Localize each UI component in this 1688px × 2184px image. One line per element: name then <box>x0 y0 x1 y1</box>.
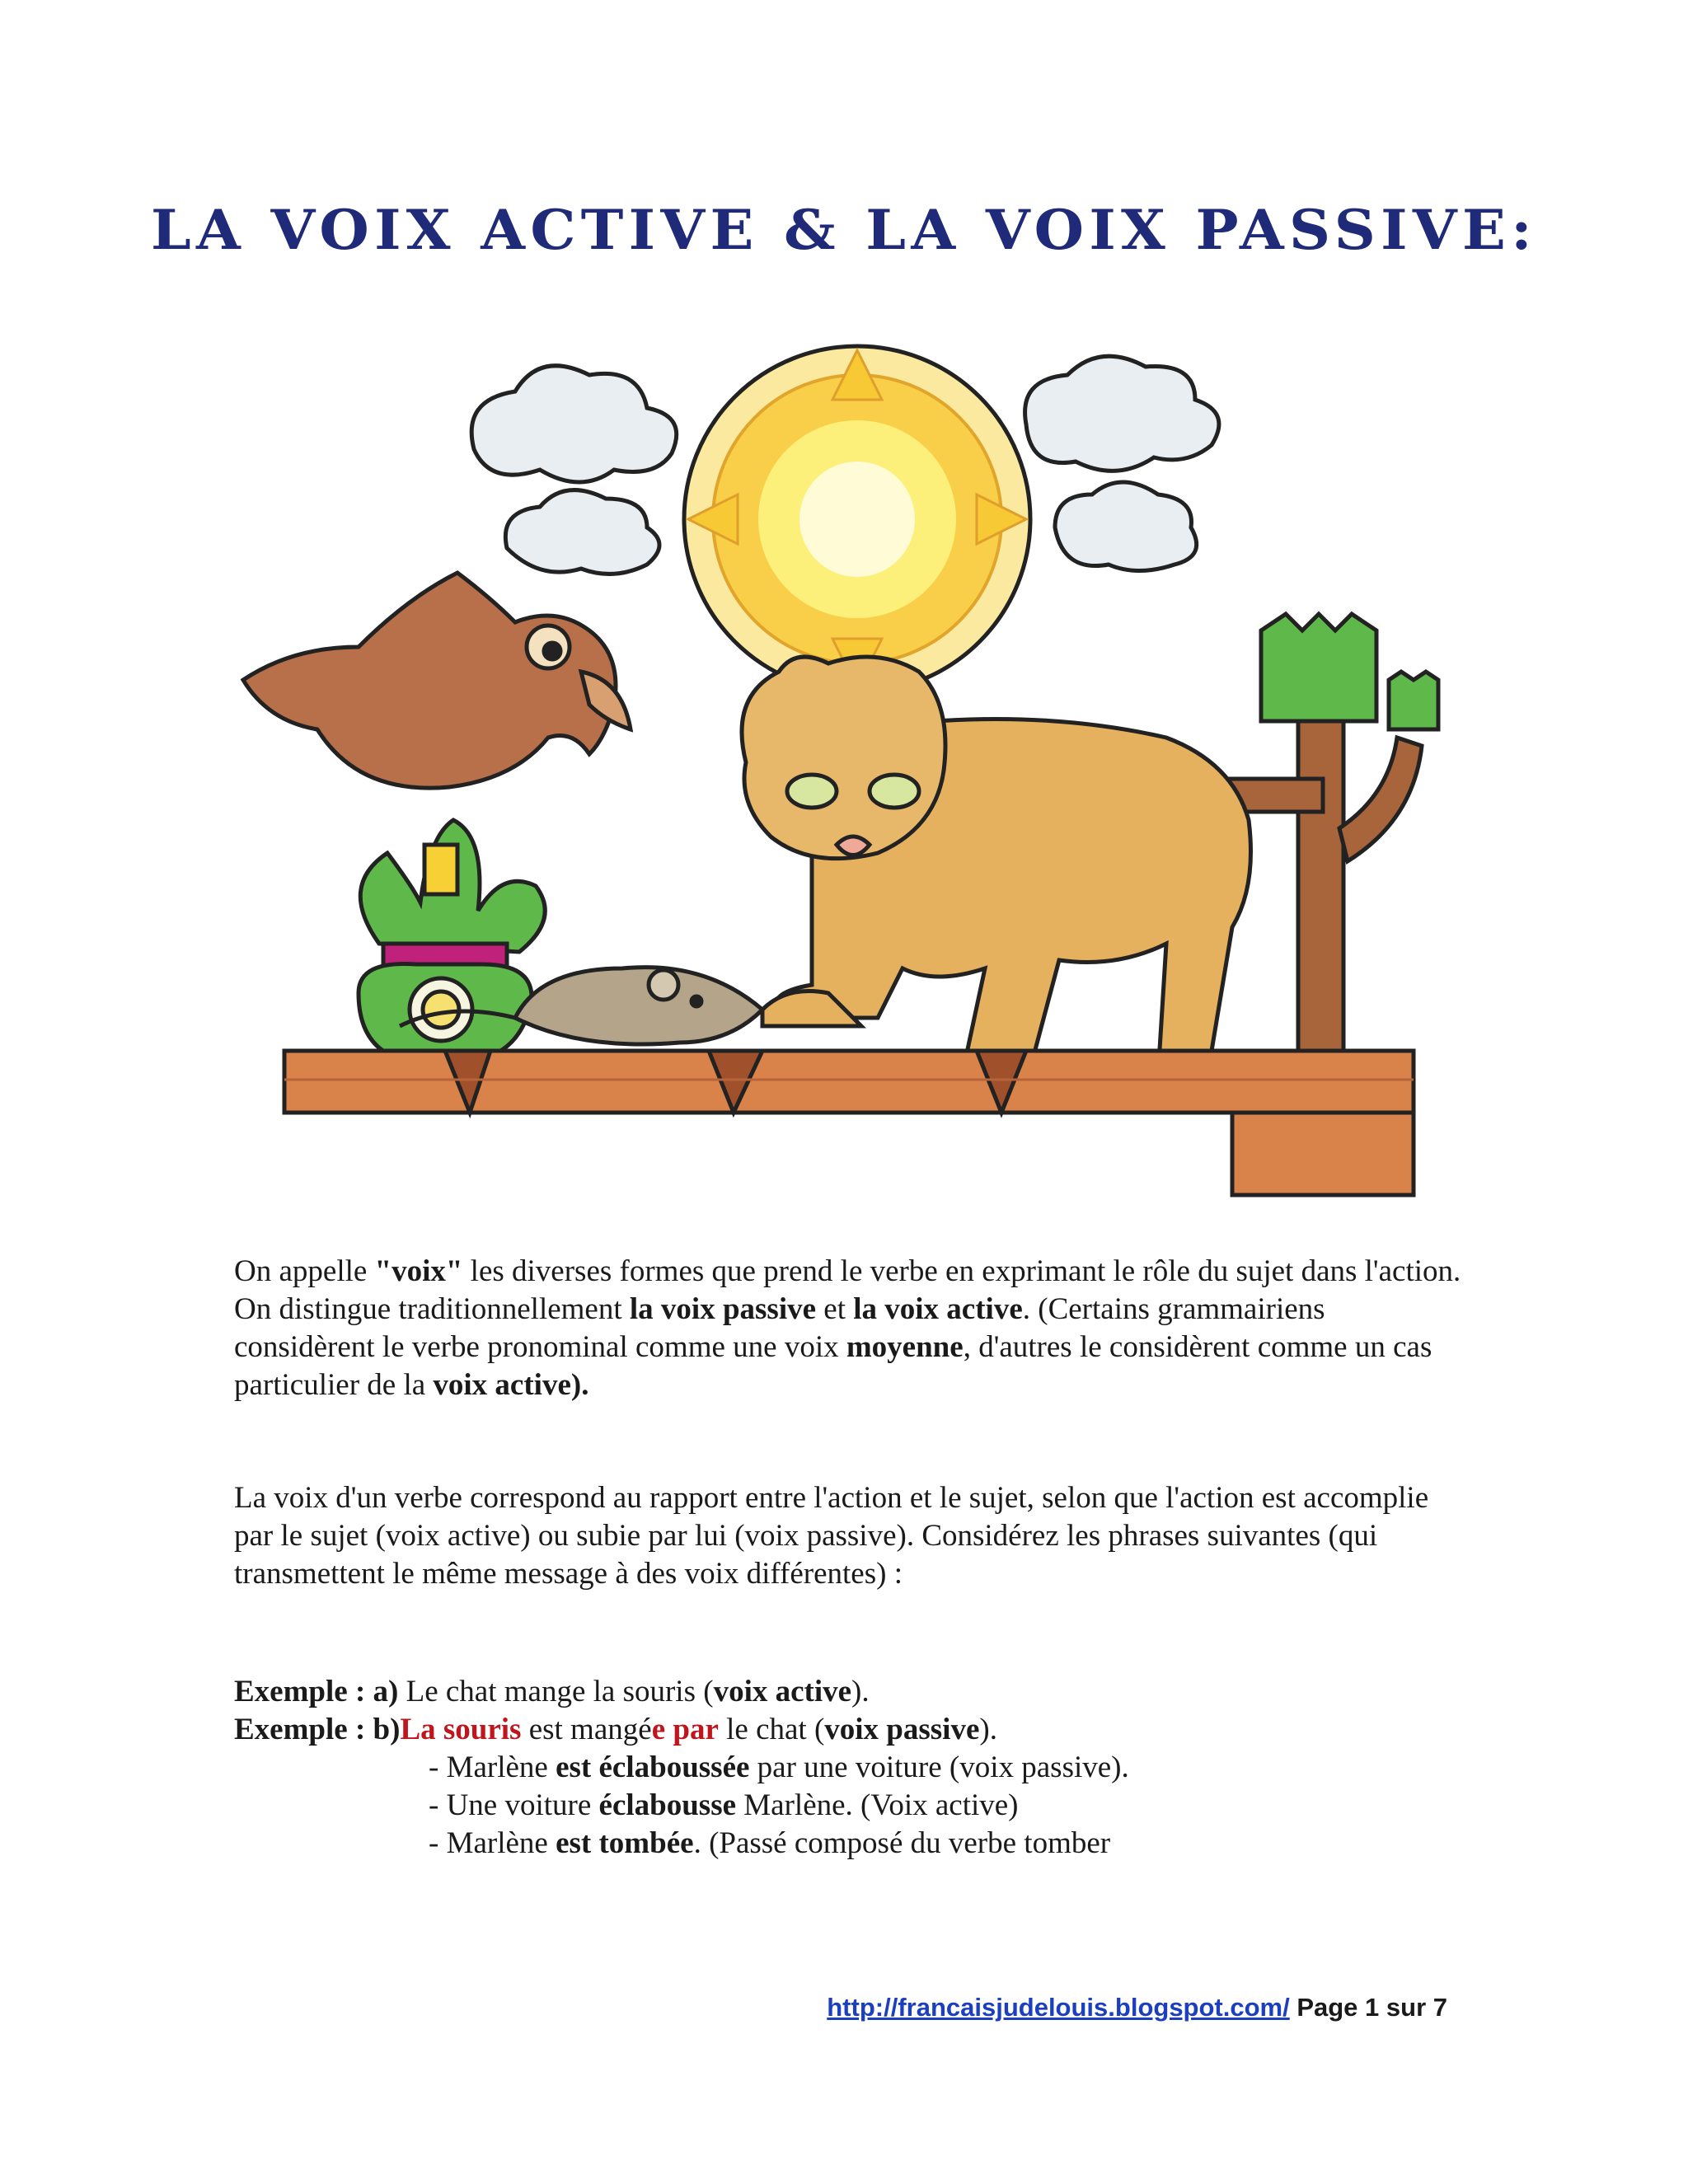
aztec-cat-mouse-illustration-icon <box>235 334 1442 1199</box>
example-a: Exemple : a) Le chat mange la souris (voix active). <box>234 1675 870 1708</box>
example-b: Exemple : b)La souris est mangée par le chat (voix passive). <box>234 1713 997 1746</box>
cloud-right-icon <box>1025 356 1219 570</box>
page-title: LA VOIX ACTIVE & LA VOIX PASSIVE: <box>151 198 1537 262</box>
cat-icon <box>742 657 1251 1084</box>
example-line-1: - Marlène est éclaboussée par une voiture (voix passive). <box>429 1750 1129 1784</box>
page-footer <box>827 1993 1447 2022</box>
example-line-2: - Une voiture éclabousse Marlène. (Voix active) <box>429 1788 1019 1822</box>
blog-link[interactable]: http://francaisjudelouis.blogspot.com/ <box>827 1993 1290 2022</box>
examples-block <box>234 1673 1470 1863</box>
definition-paragraph: La voix d'un verbe correspond au rapport entre l'action et le sujet, selon que l'action est accomplie par le sujet (voix active) ou subie par lui (voix passive). Considérez les phrases suivantes (qui transmettent le même message à des voix différentes) : <box>234 1481 1429 1591</box>
cloud-left-icon <box>471 366 677 574</box>
bird-icon <box>243 573 631 788</box>
page-number: Page 1 sur 7 <box>1289 1993 1447 2022</box>
plant-icon <box>359 820 545 1063</box>
ground-icon <box>284 1051 1414 1195</box>
sun-icon <box>684 346 1030 692</box>
example-line-3: - Marlène est tombée. (Passé composé du verbe tomber <box>429 1826 1111 1860</box>
intro-paragraph: On appelle "voix" les diverses formes que prend le verbe en exprimant le rôle du sujet dans l'action. On distingue traditionnellement la voix passive et la voix active. (Certains grammairiens considèrent le verbe pronominal comme une voix moyenne, d'autres le considèrent comme un cas particulier de la voix active). <box>234 1254 1461 1402</box>
